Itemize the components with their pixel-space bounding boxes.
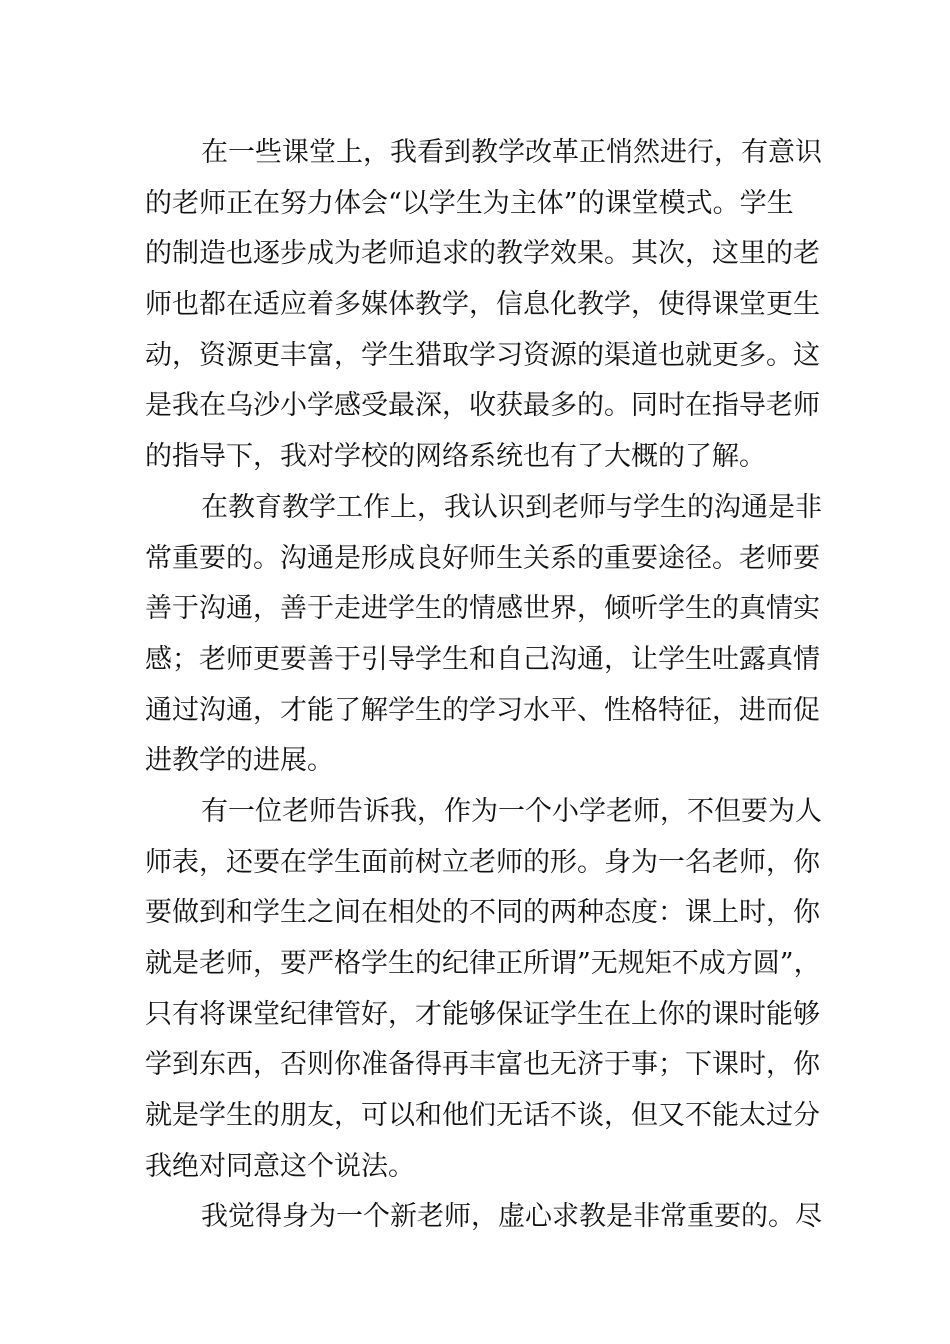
text-line: 我绝对同意这个说法。: [145, 1150, 415, 1182]
text-line: 通过沟通，才能了解学生的学习水平、性格特征，进而促: [145, 694, 820, 726]
text-line: 我觉得身为一个新老师，虚心求教是非常重要的。尽: [201, 1201, 822, 1233]
text-line: 常重要的。沟通是形成良好师生关系的重要途径。老师要: [145, 542, 820, 574]
paragraph-1: [145, 128, 825, 483]
paragraph-4: [145, 1192, 825, 1243]
text-line: 的制造也逐步成为老师追求的教学效果。其次，这里的老: [145, 238, 820, 270]
text-line: 就是老师，要严格学生的纪律正所谓”无规矩不成方圆”，: [145, 948, 821, 979]
text-line: 只有将课堂纪律管好，才能够保证学生在上你的课时能够: [145, 998, 820, 1030]
text-line: 的指导下，我对学校的网络系统也有了大概的了解。: [145, 441, 766, 473]
text-line: 在一些课堂上，我看到教学改革正悄然进行，有意识: [201, 137, 822, 168]
paragraph-3: [145, 787, 825, 1193]
text-line: 师也都在适应着多媒体教学，信息化教学，使得课堂更生: [145, 289, 820, 321]
text-line: 善于沟通，善于走进学生的情感世界，倾听学生的真情实: [145, 593, 820, 625]
text-line: 是我在乌沙小学感受最深，收获最多的。同时在指导老师: [145, 390, 820, 422]
text-line: 感；老师更要善于引导学生和自己沟通，让学生吐露真情: [145, 643, 820, 675]
text-line: 要做到和学生之间在相处的不同的两种态度：课上时，你: [145, 897, 820, 929]
text-line: 动，资源更丰富，学生猎取学习资源的渠道也就更多。这: [145, 339, 820, 371]
text-line: 有一位老师告诉我，作为一个小学老师，不但要为人: [201, 795, 822, 827]
text-line: 进教学的进展。: [145, 745, 334, 777]
text-line: 的老师正在努力体会“以学生为主体”的课堂模式。学生: [145, 187, 794, 219]
text-line: 就是学生的朋友，可以和他们无话不谈，但又不能太过分: [145, 1100, 820, 1132]
text-line: 师表，还要在学生面前树立老师的形。身为一名老师，你: [145, 846, 820, 878]
text-line: 学到东西，否则你准备得再丰富也无济于事；下课时，你: [145, 1049, 820, 1081]
paragraph-2: [145, 483, 825, 787]
document-body: [145, 128, 825, 1243]
text-line: 在教育教学工作上，我认识到老师与学生的沟通是非: [201, 491, 822, 523]
